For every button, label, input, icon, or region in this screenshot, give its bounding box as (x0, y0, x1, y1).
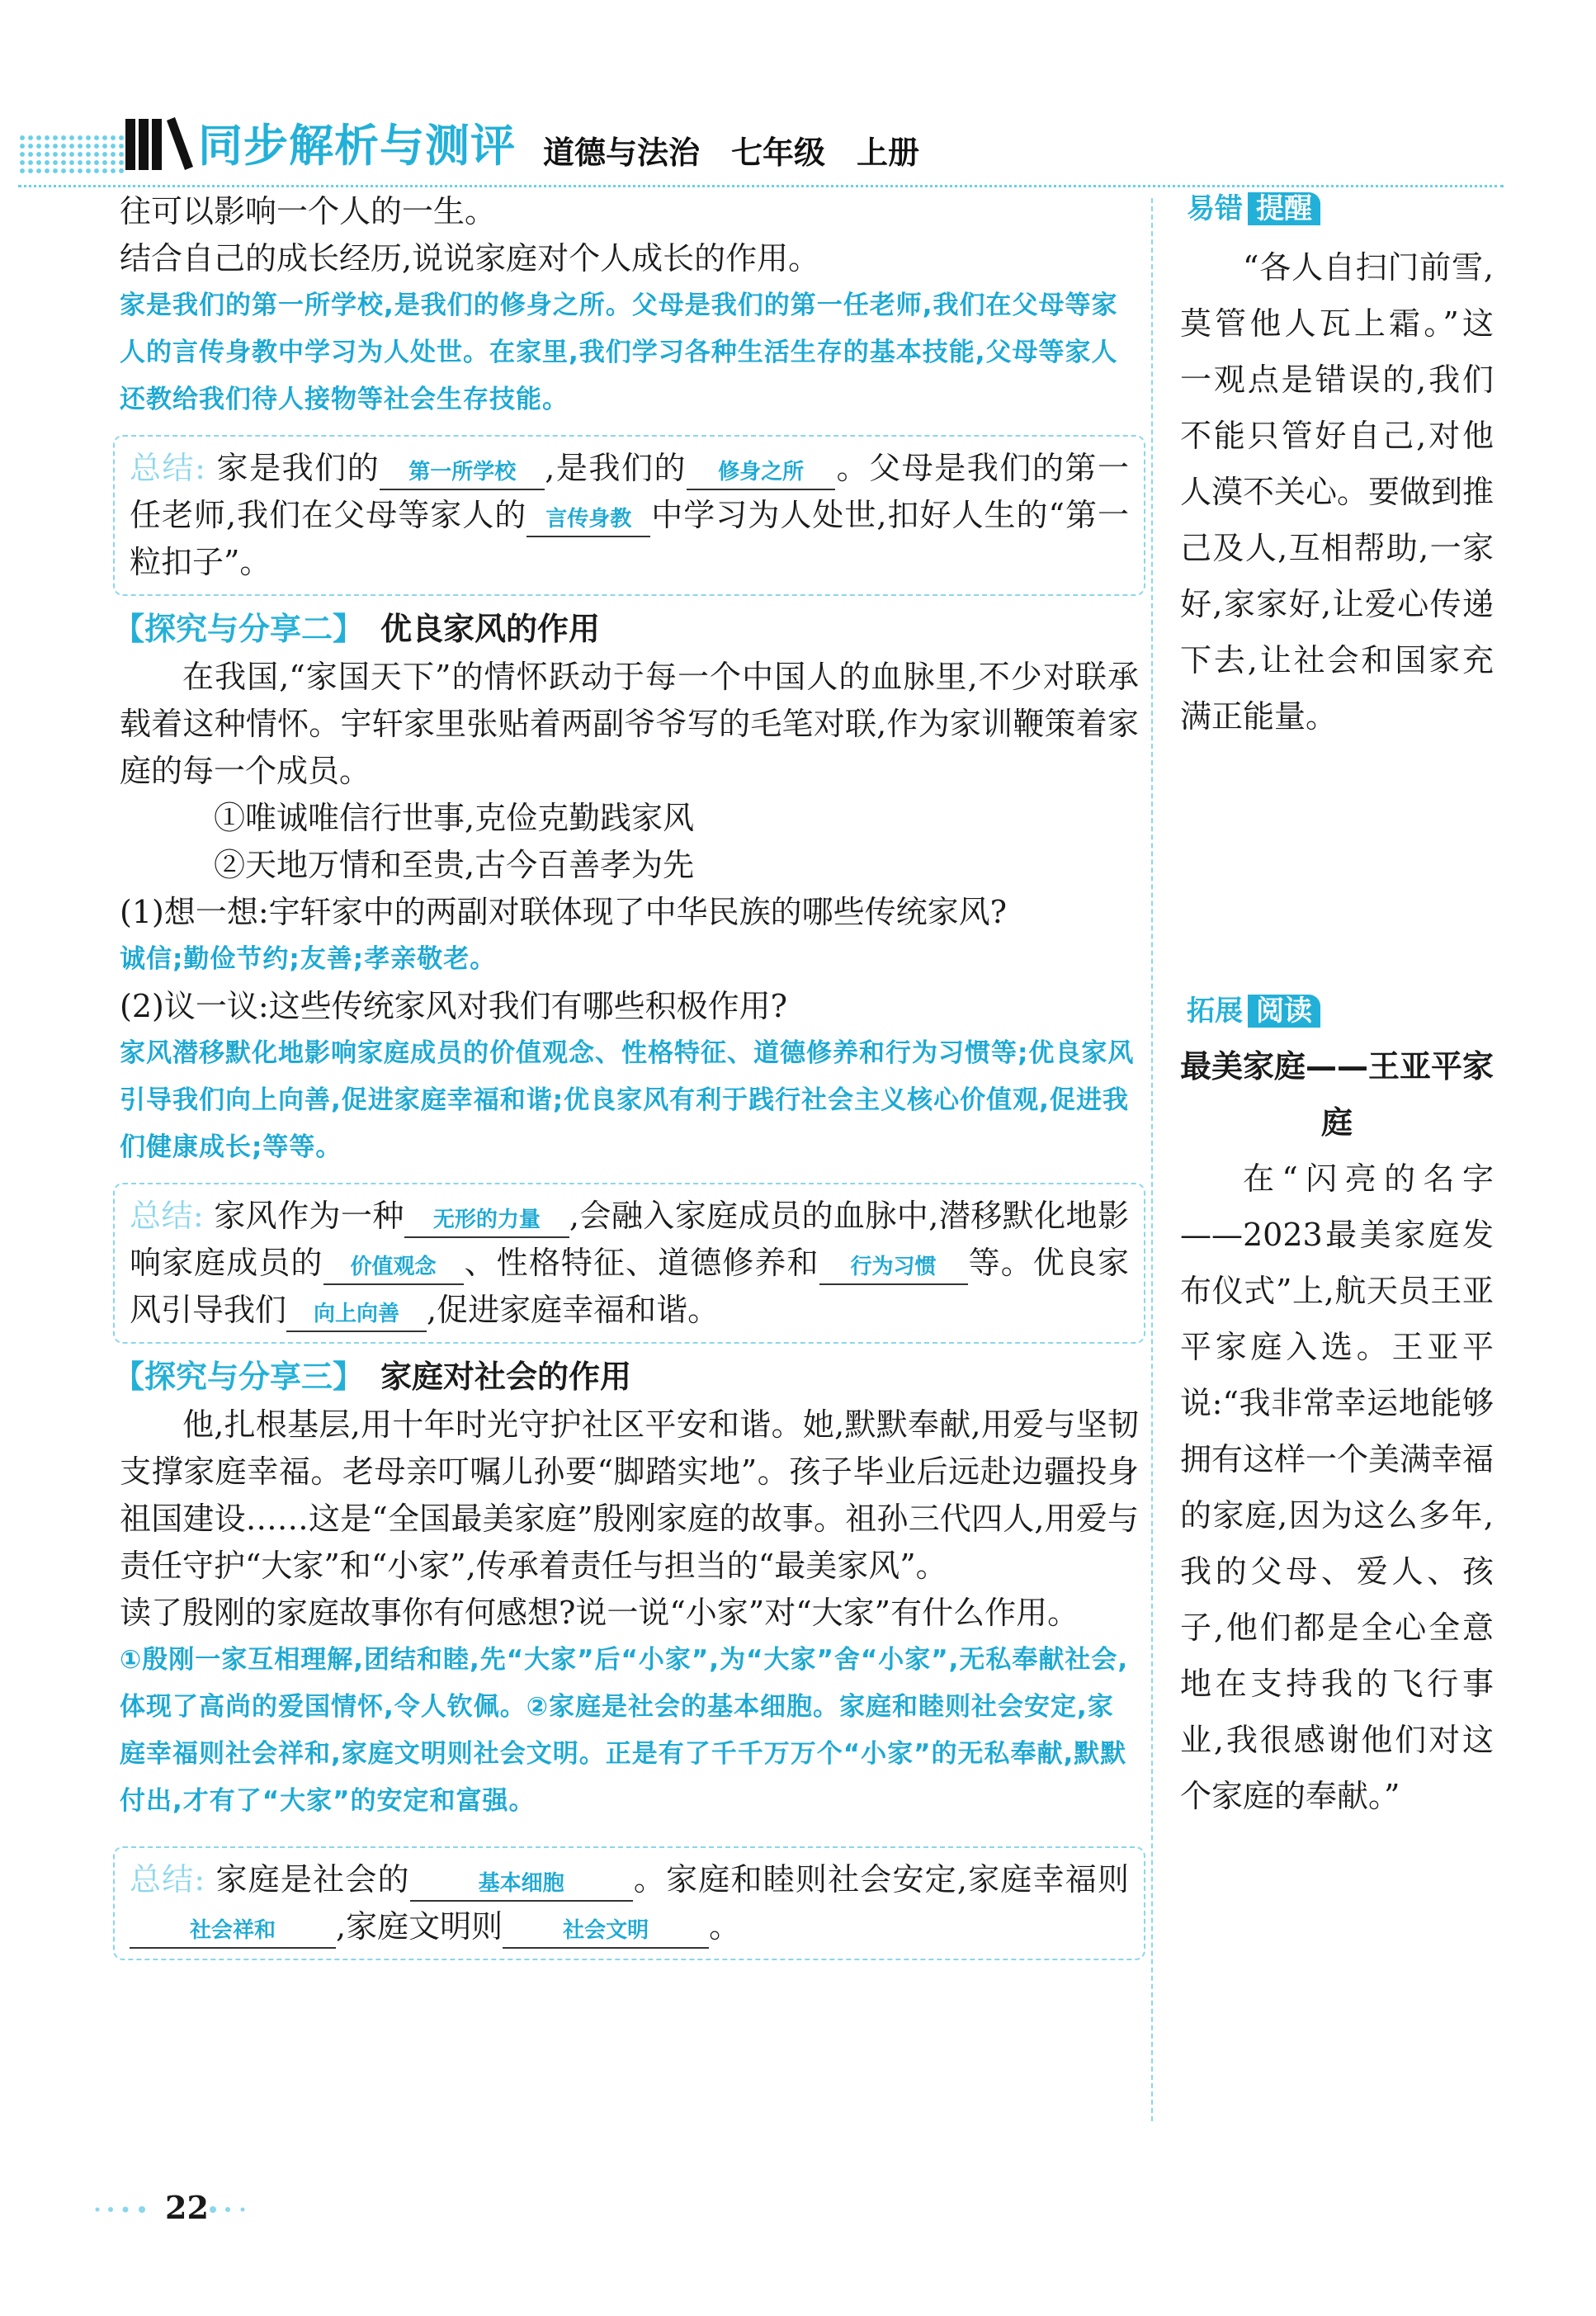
header-divider (18, 185, 1504, 187)
section-3-question: 读了殷刚的家庭故事你有何感想?说一说“小家”对“大家”有什么作用。 (120, 1595, 1079, 1631)
couplet-2: ②天地万情和至贵,古今百善孝为先 (214, 847, 695, 883)
section-2-paragraph: 在我国,“家国天下”的情怀跃动于每一个中国人的血脉里,不少对联承载着这种情怀。宇轩家里张贴着两副爷爷写的毛笔对联,作为家训鞭策着家庭的每一个成员。 (120, 659, 1139, 789)
section-heading-3: 【探究与分享三】 家庭对社会的作用 (113, 1359, 632, 1395)
section-3-paragraph: 他,扎根基层,用十年时光守护社区平安和谐。她,默默奉献,用爱与坚韧支撑家庭幸福。老母亲叮嘱儿孙要“脚踏实地”。孩子毕业后远赴边疆投身祖国建设……这是“全国最美家庭”殷刚家庭的故事。祖孙三代四人,用爱与责任守护“大家”和“小家”,传承着责任与担当的“最美家风”。 (120, 1406, 1139, 1584)
column-divider (1151, 198, 1153, 2121)
tip-tag: 易错 提醒 (1182, 190, 1320, 228)
page-number-dots-left (92, 2205, 158, 2214)
fill-blank: 言传身教 (526, 503, 650, 537)
summary-box-2 (113, 1183, 1145, 1344)
sidebar (1172, 190, 1502, 1824)
fill-blank: 社会文明 (503, 1914, 709, 1949)
summary-label: 总结: (130, 1198, 204, 1234)
page-header (0, 99, 1596, 190)
main-column (113, 188, 1139, 1969)
fill-blank: 无形的力量 (404, 1203, 569, 1238)
question-1: 结合自己的成长经历,说说家庭对个人成长的作用。 (120, 240, 820, 277)
subject-title: 道德与法治 七年级 上册 (543, 135, 920, 171)
answer-1: 家是我们的第一所学校,是我们的修身之所。父母是我们的第一任老师,我们在父母等家人的言传身教中学习为人处世。在家里,我们学习各种生活生存的基本技能,父母等家人还教给我们待人接物等社会生存技能。 (120, 291, 1118, 414)
reading-tag: 拓展 阅读 (1182, 992, 1320, 1030)
tip-text: “各人自扫门前雪,莫管他人瓦上霜。”这一观点是错误的,我们不能只管好自己,对他人漠不关心。要做到推己及人,互相帮助,一家好,家家好,让爱心传递下去,让社会和国家充满正能量。 (1180, 249, 1494, 735)
section-2-question-1: (1)想一想:宇轩家中的两副对联体现了中华民族的哪些传统家风? (120, 894, 1008, 930)
books-logo-icon (122, 114, 196, 173)
fill-blank: 第一所学校 (380, 456, 545, 490)
fill-blank: 修身之所 (687, 456, 835, 490)
section-3-answer: ①殷刚一家互相理解,团结和睦,先“大家”后“小家”,为“大家”舍“小家”,无私奉献社会,体现了高尚的爱国情怀,令人钦佩。②家庭是社会的基本细胞。家庭和睦则社会安定,家庭幸福则社会祥和,家庭文明则社会文明。正是有了千千万万个“小家”的无私奉献,默默付出,才有了“大家”的安定和富强。 (120, 1645, 1129, 1816)
section-2-answer-1: 诚信;勤俭节约;友善;孝亲敬老。 (120, 944, 497, 974)
summary-label: 总结: (130, 450, 205, 486)
page-number: 22 (165, 2189, 209, 2226)
couplet-1: ①唯诚唯信行世事,克俭克勤践家风 (214, 800, 695, 836)
summary-box-1 (113, 435, 1145, 596)
series-title: 同步解析与测评 (198, 120, 516, 172)
fill-blank: 行为习惯 (819, 1250, 968, 1285)
fill-blank: 基本细胞 (410, 1867, 633, 1902)
section-heading-2: 【探究与分享二】 优良家风的作用 (113, 611, 601, 647)
reading-text: 在“闪亮的名字——2023最美家庭发布仪式”上,航天员王亚平家庭入选。王亚平说:“我非常幸运地能够拥有这样一个美满幸福的家庭,因为这么多年,我的父母、爱人、孩子,他们都是全心全意地在支持我的飞行事业,我很感谢他们对这个家庭的奉献。” (1180, 1160, 1494, 1814)
reading-title: 最美家庭——王亚平家庭 (1179, 1048, 1494, 1141)
header-dot-pattern (18, 134, 125, 173)
fill-blank: 社会祥和 (130, 1914, 336, 1949)
page-number-dots-right (206, 2205, 256, 2214)
fill-blank: 价值观念 (323, 1250, 464, 1285)
section-2-answer-2: 家风潜移默化地影响家庭成员的价值观念、性格特征、道德修养和行为习惯等;优良家风引导我们向上向善,促进家庭幸福和谐;优良家风有利于践行社会主义核心价值观,促进我们健康成长;等等。 (120, 1038, 1135, 1162)
summary-text-3: 总结: 家庭是社会的 基本细胞 。家庭和睦则社会安定,家庭幸福则社会祥和 ,家庭文明则 社会文明 。 (130, 1856, 1129, 1950)
summary-box-3 (113, 1846, 1145, 1960)
summary-label: 总结: (130, 1861, 205, 1898)
summary-text-2: 总结: 家风作为一种 无形的力量 ,会融入家庭成员的血脉中,潜移默化地影响家庭成员的 价值观念 、性格特征、道德修养和 行为习惯 等。优良家风引导我们 向上向善 ,促进家庭幸福和谐。 (130, 1193, 1129, 1334)
intro-tail: 往可以影响一个人的一生。 (120, 193, 497, 229)
fill-blank: 向上向善 (286, 1297, 427, 1332)
summary-text-1: 总结: 家是我们的 第一所学校 ,是我们的 修身之所 。父母是我们的第一任老师,我们在父母等家人的 言传身教 中学习为人处世,扣好人生的“第一粒扣子”。 (130, 450, 1129, 580)
section-2-question-2: (2)议一议:这些传统家风对我们有哪些积极作用? (120, 988, 788, 1024)
